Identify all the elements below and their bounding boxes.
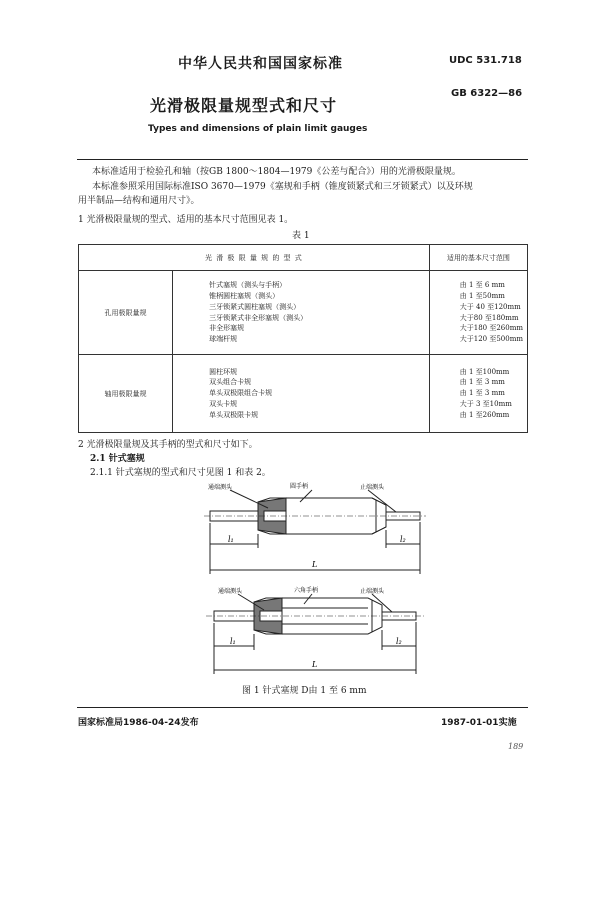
document-title: 光滑极限量规型式和尺寸 — [150, 96, 338, 115]
label-nogo-probe: 止端测头 — [360, 588, 385, 595]
label-L: L — [312, 660, 318, 669]
label-go-probe: 通端测头 — [218, 588, 243, 595]
hole-gauge-types — [173, 271, 430, 355]
intro-paragraph-1: 本标准适用于检验孔和轴（按GB 1800～1804—1979《公差与配合》）用的光滑极限量规。 — [92, 167, 461, 177]
list-item: 双头卡规 — [209, 399, 238, 408]
list-item: 大于 3 至10mm — [459, 399, 512, 408]
list-item: 由 1 至260mm — [459, 410, 510, 419]
gb-number: GB 6322—86 — [451, 88, 523, 99]
table-header-row — [79, 245, 528, 271]
intro-paragraph-2-line-2: 用半制品—结构和通用尺寸》。 — [78, 196, 200, 206]
list-item: 圆柱环规 — [209, 367, 238, 376]
section-2-1-1-heading: 2.1.1 针式塞规的型式和尺寸见图 1 和表 2。 — [90, 468, 271, 478]
hole-gauge-category: 孔用极限量规 — [79, 271, 173, 355]
footer-divider — [77, 707, 528, 708]
table-row-shaft-gauges — [79, 355, 528, 433]
section-2-1-heading: 2.1 针式塞规 — [90, 454, 145, 464]
table-row-hole-gauges — [79, 271, 528, 355]
figure-1b-hex-handle-gauge — [200, 584, 430, 678]
list-item: 由 1 至50mm — [459, 291, 505, 300]
shaft-gauge-ranges — [429, 355, 527, 433]
label-l2: l₂ — [400, 535, 406, 544]
figure-1a-round-handle-gauge — [200, 478, 430, 578]
list-item: 球端杆规 — [209, 335, 238, 344]
list-item: 大于 40 至120mm — [459, 302, 521, 311]
standard-org-title: 中华人民共和国国家标准 — [178, 56, 343, 72]
label-nogo-probe: 止端测头 — [360, 484, 385, 491]
list-item: 三牙锁紧式非全形塞规（测头） — [209, 313, 308, 322]
section-1-heading: 1 光滑极限量规的型式、适用的基本尺寸范围见表 1。 — [78, 215, 294, 225]
label-round-handle: 圆手柄 — [290, 483, 309, 490]
list-item: 大于120 至500mm — [459, 335, 523, 344]
intro-paragraph-2-line-1: 本标准参照采用国际标准ISO 3670—1979《塞规和手柄（锥度锁紧式和三牙锁紧式）以及环规 — [92, 182, 473, 192]
list-item: 由 1 至 6 mm — [459, 281, 505, 290]
list-item: 由 1 至 3 mm — [459, 378, 505, 387]
udc-code: UDC 531.718 — [449, 55, 522, 66]
document-title-english: Types and dimensions of plain limit gauges — [148, 124, 368, 134]
section-2-heading: 2 光滑极限量规及其手柄的型式和尺寸如下。 — [78, 440, 258, 450]
header-divider — [77, 159, 528, 160]
label-l1: l₁ — [228, 535, 234, 544]
hole-gauge-ranges — [429, 271, 527, 355]
figure-1-caption: 图 1 针式塞规 D由 1 至 6 mm — [242, 686, 367, 696]
list-item: 大于180 至260mm — [459, 324, 523, 333]
label-L: L — [312, 560, 318, 569]
label-l1: l₁ — [230, 637, 236, 646]
list-item: 锥柄圆柱塞规（测头） — [209, 291, 280, 300]
list-item: 单头双极限组合卡规 — [209, 389, 273, 398]
list-item: 针式塞规（测头与手柄） — [209, 281, 287, 290]
table-1 — [78, 244, 528, 433]
issue-date: 国家标准局1986-04-24发布 — [78, 718, 199, 728]
list-item: 非全形塞规 — [209, 324, 245, 333]
effective-date: 1987-01-01实施 — [441, 718, 517, 728]
list-item: 三牙锁紧式圆柱塞规（测头） — [209, 302, 301, 311]
page-number: 189 — [508, 742, 524, 751]
list-item: 由 1 至 3 mm — [459, 389, 505, 398]
list-item: 由 1 至100mm — [459, 367, 510, 376]
label-go-probe: 通端测头 — [208, 484, 233, 491]
list-item: 单头双极限卡规 — [209, 410, 259, 419]
label-l2: l₂ — [396, 637, 402, 646]
label-hex-handle: 六角手柄 — [294, 587, 319, 594]
table-1-caption: 表 1 — [292, 231, 310, 241]
table-header-type: 光 滑 极 限 量 规 的 型 式 — [79, 245, 430, 271]
shaft-gauge-types — [173, 355, 430, 433]
list-item: 大于80 至180mm — [459, 313, 519, 322]
list-item: 双头组合卡规 — [209, 378, 252, 387]
shaft-gauge-category: 轴用极限量规 — [79, 355, 173, 433]
table-header-range: 适用的基本尺寸范围 — [429, 245, 527, 271]
